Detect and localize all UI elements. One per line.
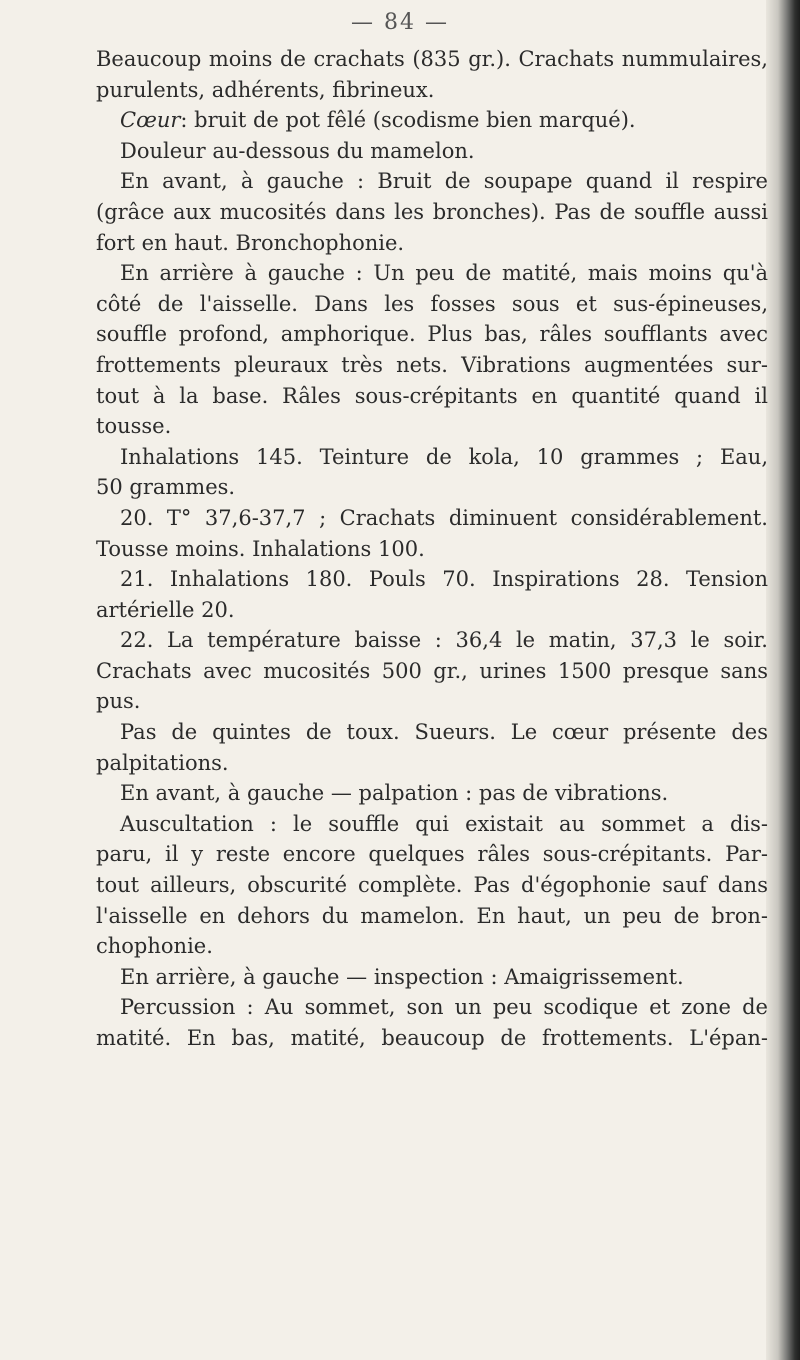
body-text xyxy=(96,44,768,1054)
text-line xyxy=(96,472,768,503)
text-line xyxy=(96,595,768,626)
text-line xyxy=(96,809,768,840)
text-line xyxy=(96,656,768,687)
text-line xyxy=(96,686,768,717)
line-text: 21. Inhalations 180. Pouls 70. Inspirations 28. Tension xyxy=(120,567,768,592)
line-text: En arrière, à gauche — inspection : Amaigrissement. xyxy=(120,964,684,989)
line-text: tout à la base. Râles sous-crépitants en quantité quand il xyxy=(96,383,768,408)
line-text: Inhalations 145. Teinture de kola, 10 grammes ; Eau, xyxy=(120,444,768,469)
line-text: palpitations. xyxy=(96,750,229,775)
line-text: fort en haut. Bronchophonie. xyxy=(96,230,405,255)
page-edge-shadow xyxy=(766,0,800,1360)
text-line xyxy=(96,748,768,779)
text-line xyxy=(96,503,768,534)
text-line xyxy=(96,197,768,228)
text-line xyxy=(96,136,768,167)
text-line xyxy=(96,778,768,809)
text-line xyxy=(96,839,768,870)
line-text: Pas de quintes de toux. Sueurs. Le cœur présente des xyxy=(120,720,768,745)
line-text: souffle profond, amphorique. Plus bas, râles soufflants avec xyxy=(96,322,768,347)
text-line xyxy=(96,319,768,350)
text-line xyxy=(96,258,768,289)
text-line xyxy=(96,564,768,595)
line-text: : bruit de pot fêlé (scodisme bien marqué). xyxy=(180,108,636,133)
line-text: l'aisselle en dehors du mamelon. En haut, un peu de bron- xyxy=(96,903,768,928)
text-line xyxy=(96,289,768,320)
line-text: tout ailleurs, obscurité complète. Pas d'égophonie sauf dans xyxy=(96,873,768,898)
line-text: tousse. xyxy=(96,414,172,439)
line-text: 50 grammes. xyxy=(96,475,236,500)
line-text: Tousse moins. Inhalations 100. xyxy=(96,536,425,561)
line-text: purulents, adhérents, fibrineux. xyxy=(96,77,435,102)
text-line xyxy=(96,534,768,565)
text-line xyxy=(96,381,768,412)
line-text: matité. En bas, matité, beaucoup de frottements. L'épan- xyxy=(96,1026,768,1050)
text-line xyxy=(96,870,768,901)
text-line xyxy=(96,166,768,197)
text-line xyxy=(96,962,768,993)
text-line xyxy=(96,931,768,962)
italic-term: Cœur xyxy=(120,108,181,133)
text-line xyxy=(96,442,768,473)
line-text: Beaucoup moins de crachats (835 gr.). Crachats nummulaires, xyxy=(96,47,768,71)
text-line xyxy=(96,75,768,106)
text-line xyxy=(96,717,768,748)
line-text: En avant, à gauche — palpation : pas de vibrations. xyxy=(120,781,669,806)
line-text: Douleur au-dessous du mamelon. xyxy=(120,138,475,163)
line-text: artérielle 20. xyxy=(96,597,235,622)
text-line xyxy=(96,105,768,136)
line-text: (grâce aux mucosités dans les bronches). Pas de souffle aussi xyxy=(96,199,768,224)
text-line xyxy=(96,350,768,381)
line-text: Auscultation : le souffle qui existait au sommet a dis- xyxy=(120,811,768,836)
line-text: 22. La température baisse : 36,4 le matin, 37,3 le soir. xyxy=(120,628,768,653)
text-line xyxy=(96,625,768,656)
text-line xyxy=(96,44,768,75)
text-line xyxy=(96,992,768,1023)
text-line xyxy=(96,901,768,932)
line-text: Crachats avec mucosités 500 gr., urines 1500 presque sans xyxy=(96,658,768,683)
line-text: chophonie. xyxy=(96,934,213,959)
text-line xyxy=(96,1023,768,1054)
line-text: pus. xyxy=(96,689,141,714)
line-text: Percussion : Au sommet, son un peu scodique et zone de xyxy=(120,995,768,1020)
line-text: En avant, à gauche : Bruit de soupape quand il respire xyxy=(120,169,768,194)
line-text: En arrière à gauche : Un peu de matité, mais moins qu'à xyxy=(120,261,768,286)
line-text: 20. T° 37,6-37,7 ; Crachats diminuent considérablement. xyxy=(120,505,768,530)
line-text: côté de l'aisselle. Dans les fosses sous et sus-épineuses, xyxy=(96,291,768,316)
line-text: paru, il y reste encore quelques râles sous-crépitants. Par- xyxy=(96,842,768,867)
page-number: — 84 — xyxy=(351,10,449,35)
text-line xyxy=(96,411,768,442)
line-text: frottements pleuraux très nets. Vibrations augmentées sur- xyxy=(96,352,768,377)
text-line xyxy=(96,228,768,259)
